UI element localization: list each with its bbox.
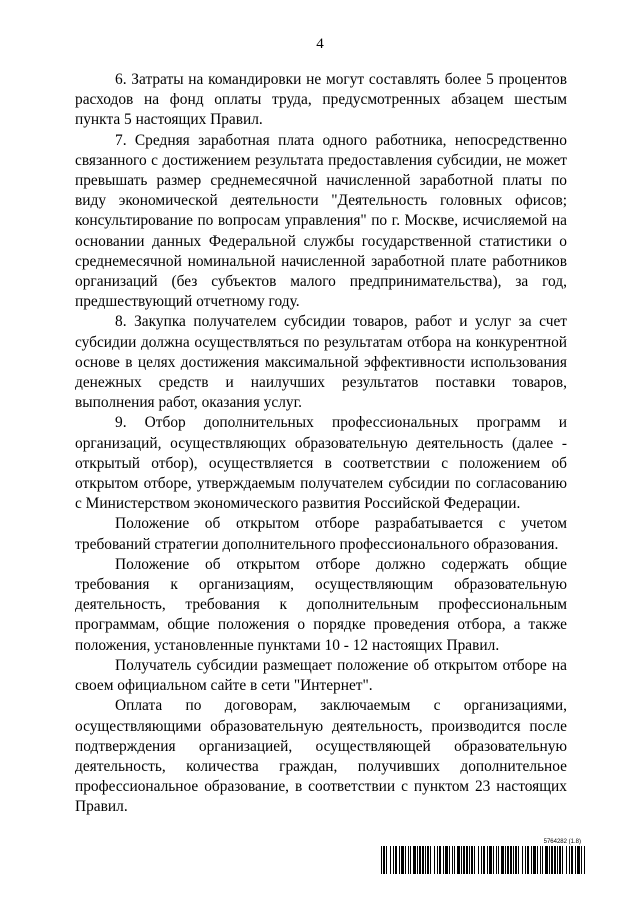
paragraph-regulation-contents: Положение об открытом отборе должно содержать общие требования к организациям, осуществляющим образовательную деятельность, требования к дополнительным профессиональным программам, общие положения о порядке проведения отбора, а также положения, установленные пунктами 10 - 12 настоящих Правил. <box>75 555 567 654</box>
page-number: 4 <box>316 36 324 52</box>
paragraph-item-7: 7. Средняя заработная плата одного работника, непосредственно связанного с достижением результата предоставления субсидии, не может превышать размер среднемесячной начисленной заработной платы по виду экономической деятельности "Деятельность головных офисов; консультирование по вопросам управления" по г. Москве, исчисляемой на основании данных Федеральной службы государственной статистики о среднемесячной номинальной начисленной заработной плате работников организаций (без субъектов малого предпринимательства), за год, предшествующий отчетному году. <box>75 131 567 311</box>
paragraph-item-9: 9. Отбор дополнительных профессиональных программ и организаций, осуществляющих образовательную деятельность (далее - открытый отбор), осуществляется в соответствии с положением об открытом отборе, утверждаемым получателем субсидии по согласованию с Министерством экономического развития Российской Федерации. <box>75 414 567 513</box>
paragraph-payment-terms: Оплата по договорам, заключаемым с организациями, осуществляющими образовательную деятельность, производится после подтверждения организацией, осуществляющей образовательную деятельность, количества граждан, получивших дополнительное профессиональное образование, в соответствии с пунктом 23 настоящих Правил. <box>75 697 567 816</box>
barcode-caption: 5764282 (1.8) <box>543 839 581 845</box>
document-barcode <box>381 838 585 874</box>
paragraph-item-6: 6. Затраты на командировки не могут составлять более 5 процентов расходов на фонд оплаты труда, предусмотренных абзацем шестым пункта 5 настоящих Правил. <box>75 71 567 129</box>
paragraph-item-8: 8. Закупка получателем субсидии товаров, работ и услуг за счет субсидии должна осуществляться по результатам отбора на конкурентной основе в целях достижения максимальной эффективности использования денежных средств и наилучших результатов поставки товаров, выполнения работ, оказания услуг. <box>75 313 567 412</box>
paragraph-regulation-publication: Получатель субсидии размещает положение об открытом отборе на своем официальном сайте в сети "Интернет". <box>75 656 567 695</box>
barcode-bars <box>381 846 585 874</box>
paragraph-regulation-development: Положение об открытом отборе разрабатывается с учетом требований стратегии дополнительного профессионального образования. <box>75 515 567 553</box>
document-body <box>75 70 567 818</box>
